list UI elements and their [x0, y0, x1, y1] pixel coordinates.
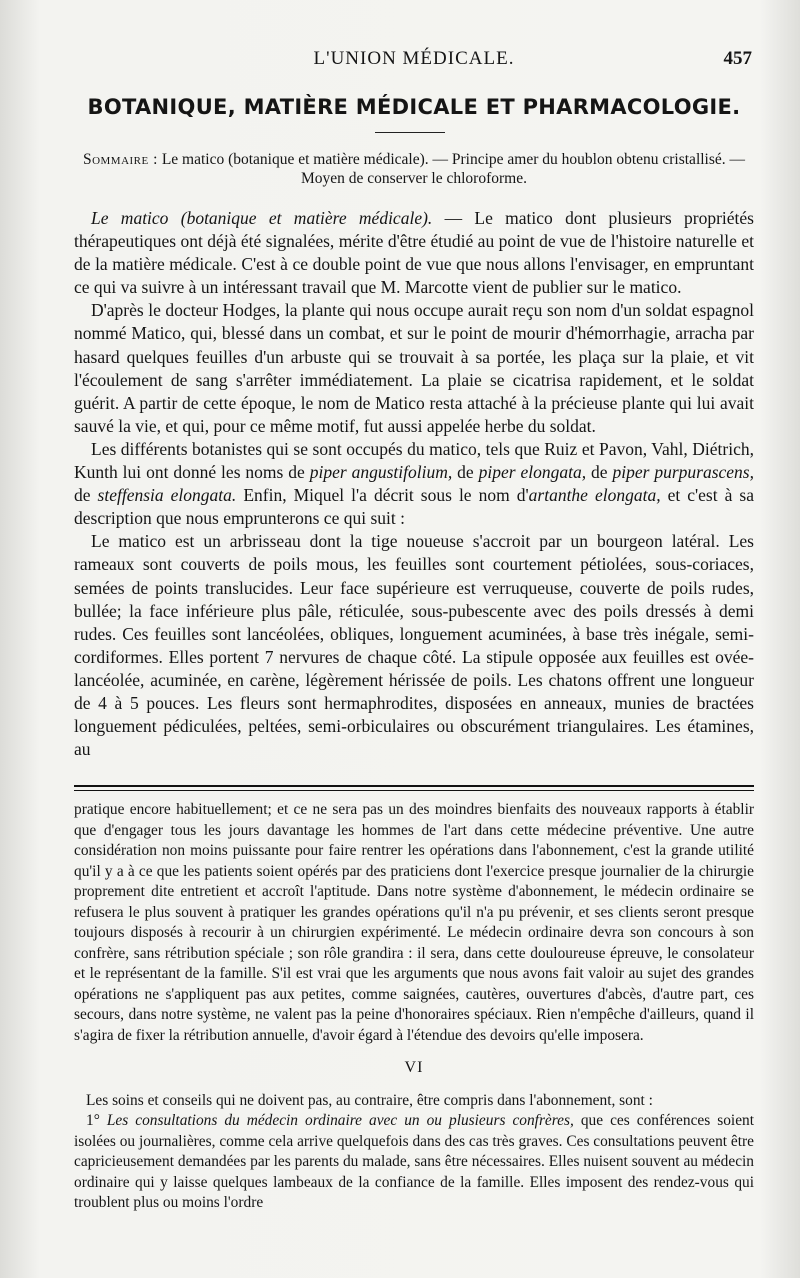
feuilleton-paragraph-3: [74, 1111, 754, 1214]
species-name-4: steffensia elongata.: [97, 485, 237, 506]
item-number: 1°: [86, 1112, 107, 1129]
item-heading: Les consultations du médecin ordinaire avec un ou plusieurs confrères,: [106, 1112, 574, 1129]
section-numeral: VI: [404, 1059, 424, 1076]
feuilleton-paragraph-1: pratique encore habituellement; et ce ne sera pas un des moindres bienfaits des nouveaux rapports à établir que d'engager tous les jours davantage les hommes de l'art dans cette médecine préventive. Une autre considération non moins puissante pour faire rentrer les opérations dans l'abonnement, c'est la grande utilité qu'il y a à ce que les patients soient opérés par des praticiens dont l'exercice presque journalier de la chirurgie proprement dite entretient et accroît l'aptitude. Dans notre système d'abonnement, le médecin ordinaire se refusera le plus souvent à pratiquer les grandes opérations qu'il n'a pu prévenir, et ses clients seront presque toujours disposés à recourir à un chirurgien expérimenté. Le médecin ordinaire devra son concours à son confrère, sans rétribution spéciale ; son rôle grandira : il sera, dans cette douloureuse épreuve, le consolateur et le représentant de la famille. S'il est vrai que les arguments que nous avons fait valoir au sujet des grandes opérations ne s'appliquent pas aux petites, comme saignées, cautères, ouvertures d'abcès, d'autre part, ces secours, dans notre système, ne valent pas la peine d'honoraires spéciaux. Rien n'empêche d'ailleurs, quand il s'agira de fixer la rétribution annuelle, d'avoir égard à l'étendue des devoirs qu'elle imposera.: [74, 801, 754, 1044]
summary: [74, 150, 754, 188]
page-number: 457: [723, 48, 752, 69]
summary-text: Le matico (botanique et matière médicale). — Principe amer du houblon obtenu cristallisé. — Moyen de conserver le chloroforme.: [157, 151, 746, 187]
feuilleton-paragraph-2: Les soins et conseils qui ne doivent pas, au contraire, être compris dans l'abonnement, sont :: [86, 1091, 653, 1109]
botanists-text-a: Les différents botanistes qui se sont occupés du matico, tels que Ruiz et Pavon, Vahl, Diétrich, Kunth lui ont donné les noms de: [74, 438, 754, 483]
botanists-text-c: de: [586, 462, 613, 483]
title-rule: [375, 132, 445, 133]
paragraph-origin: D'après le docteur Hodges, la plante qui nous occupe aurait reçu son nom d'un soldat espagnol nommé Matico, qui, blessé dans un combat, et sur le point de mourir d'hémorrhagie, arracha par hasard quelques feuilles d'un arbuste qui se trouvait à sa portée, les plaça sur la plaie, et vit l'écoulement de sang s'arrêter immédiatement. La plaie se cicatrisa rapidement, et le soldat guérit. A partir de cette époque, le nom de Matico resta attaché à la précieuse plante qui lui avait sauvé la vie, et qui, pour ce même motif, fut aussi appelée herbe du soldat.: [74, 300, 754, 436]
botanists-text-b: de: [452, 462, 479, 483]
article-body: [74, 207, 754, 761]
intro-text: — Le matico dont plusieurs propriétés thérapeutiques ont déjà été signalées, mérite d'être étudié au point de vue de l'histoire naturelle et de la matière médicale. C'est à ce double point de vue que nous allons l'envisager, en empruntant ce qui va suivre à un intéressant travail que M. Marcotte vient de publier sur le matico.: [74, 208, 754, 298]
paragraph-intro: [74, 207, 754, 299]
section-title: BOTANIQUE, MATIÈRE MÉDICALE ET PHARMACOLOGIE.: [87, 95, 741, 119]
summary-lead: Sommaire :: [82, 151, 158, 168]
running-header: [76, 48, 752, 74]
feuilleton-divider: [74, 785, 754, 791]
botanists-text-f: et c'est à sa description que nous emprunterons ce qui suit :: [74, 485, 754, 529]
article-heading: Le matico (botanique et matière médicale).: [91, 208, 433, 228]
species-name-5: artanthe elongata,: [528, 485, 661, 506]
species-name-3: piper purpurascens,: [612, 462, 754, 483]
item-text: que ces conférences soient isolées ou journalières, comme cela arrive quelquefois dans des cas très graves. Ces consultations peuvent être capricieusement demandées par les parents du malade, sans être nécessaires. Elles nuisent souvent au médecin ordinaire qui y laisse quelques lambeaux de la confiance de la famille. Elles imposent des rendez-vous qui troublent plus ou moins l'ordre: [74, 1112, 754, 1211]
species-name-1: piper angustifolium,: [309, 462, 453, 483]
botanists-text-e: Enfin, Miquel l'a décrit sous le nom d': [236, 485, 529, 506]
feuilleton: [74, 800, 754, 1214]
paragraph-description: Le matico est un arbrisseau dont la tige noueuse s'accroit par un bourgeon latéral. Les rameaux sont couverts de poils mous, les feuilles sont courtement pétiolées, sous-coriaces, semées de points translucides. Leur face supérieure est verruqueuse, couverte de poils rudes, bullée; la face inférieure plus pâle, réticulée, sous-pubescente avec des poils dressés à demi rudes. Ces feuilles sont lancéolées, obliques, longuement acuminées, à base très inégale, semi-cordiformes. Elles portent 7 nervures de chaque côté. La stipule opposée aux feuilles est ovée-lancéolée, acuminée, en carène, légèrement hérissée de poils. Les chatons offrent une longueur de 4 à 5 pouces. Les fleurs sont hermaphrodites, disposées en anneaux, munies de bractées longuement pédiculées, peltées, semi-orbiculaires ou obscurément triangulaires. Les étamines, au: [74, 531, 754, 760]
botanists-text-d: de: [74, 485, 98, 506]
species-name-2: piper elongata,: [478, 462, 587, 483]
paragraph-botanists: [74, 438, 754, 530]
running-title: L'UNION MÉDICALE.: [313, 48, 515, 69]
